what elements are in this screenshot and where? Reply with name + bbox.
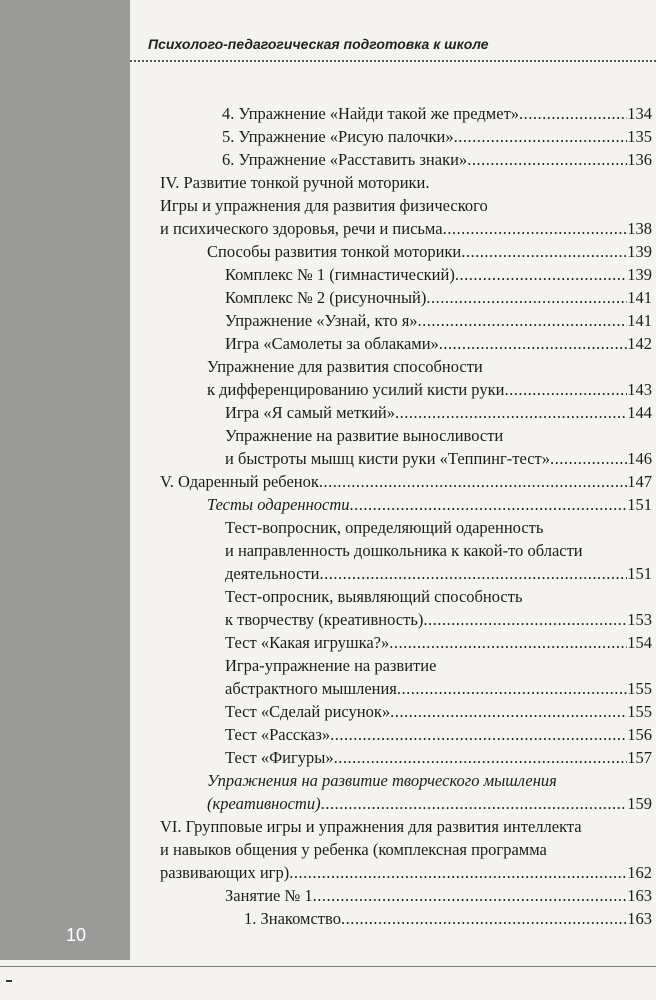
toc-entry-title: Упражнение «Узнай, кто я» bbox=[225, 311, 418, 330]
toc-entry-line: и навыков общения у ребенка (комплексная программа bbox=[160, 840, 547, 859]
toc-entry bbox=[222, 126, 652, 148]
toc-entry-page: 163 bbox=[627, 886, 652, 905]
toc-entry bbox=[225, 747, 652, 769]
toc-entry-title: Игра «Самолеты за облаками» bbox=[225, 334, 439, 353]
toc-entry-title: Комплекс № 2 (рисуночный) bbox=[225, 288, 427, 307]
toc-entry-page: 141 bbox=[627, 311, 652, 330]
toc-leader bbox=[341, 908, 627, 930]
bottom-rule bbox=[0, 966, 656, 967]
toc-entry-title: Тест «Фигуры» bbox=[225, 748, 334, 767]
toc-entry bbox=[225, 701, 652, 723]
toc-entry-page: 159 bbox=[627, 794, 652, 813]
toc-entry bbox=[207, 241, 652, 263]
toc-leader bbox=[395, 402, 627, 424]
toc-entry bbox=[225, 402, 652, 424]
toc-leader bbox=[443, 218, 628, 240]
toc-entry-page: 151 bbox=[627, 564, 652, 583]
toc-entry bbox=[207, 793, 652, 815]
toc-entry bbox=[225, 563, 652, 585]
toc-entry-title: V. Одаренный ребенок bbox=[160, 472, 319, 491]
toc-entry bbox=[222, 149, 652, 171]
toc-entry bbox=[225, 609, 652, 631]
toc-entry-page: 136 bbox=[627, 150, 652, 169]
toc-leader bbox=[461, 241, 627, 263]
toc-leader bbox=[289, 862, 627, 884]
toc-leader bbox=[454, 126, 628, 148]
toc-entry-title: деятельности bbox=[225, 564, 320, 583]
toc-entry-page: 142 bbox=[627, 334, 652, 353]
toc-entry-page: 157 bbox=[627, 748, 652, 767]
toc-entry-title: к творчеству (креативность) bbox=[225, 610, 424, 629]
toc-entry-page: 156 bbox=[627, 725, 652, 744]
toc-entry bbox=[225, 724, 652, 746]
toc-entry-title: и быстроты мышц кисти руки «Теппинг-тест» bbox=[225, 449, 550, 468]
toc-entry-line: Игра-упражнение на развитие bbox=[225, 656, 437, 675]
crop-mark bbox=[6, 980, 12, 982]
toc-entry-page: 162 bbox=[627, 863, 652, 882]
toc-entry-line: Игры и упражнения для развития физического bbox=[160, 196, 488, 215]
toc-entry bbox=[225, 310, 652, 332]
toc-entry-title: 1. Знакомство bbox=[244, 909, 341, 928]
toc-entry-line: Тест-вопросник, определяющий одаренность bbox=[225, 518, 544, 537]
toc-entry-title: (креативности) bbox=[207, 794, 321, 813]
toc-entry-page: 134 bbox=[627, 104, 652, 123]
toc-entry-page: 153 bbox=[627, 610, 652, 629]
toc-entry-title: Игра «Я самый меткий» bbox=[225, 403, 395, 422]
toc-entry bbox=[244, 908, 652, 930]
toc-leader bbox=[390, 701, 627, 723]
toc-entry-page: 144 bbox=[627, 403, 652, 422]
toc-entry-title: 4. Упражнение «Найди такой же предмет» bbox=[222, 104, 520, 123]
page-number: 10 bbox=[66, 925, 87, 945]
toc-entry-title: Тест «Сделай рисунок» bbox=[225, 702, 391, 721]
toc-entry-title: Комплекс № 1 (гимнастический) bbox=[225, 265, 455, 284]
toc-entry bbox=[160, 471, 652, 493]
toc-entry-title: 5. Упражнение «Рисую палочки» bbox=[222, 127, 454, 146]
header-dotted-rule bbox=[130, 60, 656, 62]
toc-leader bbox=[455, 264, 627, 286]
toc-entry-line: и направленность дошкольника к какой-то области bbox=[225, 541, 583, 560]
toc-leader bbox=[330, 724, 627, 746]
toc-entry-title: Тест «Какая игрушка?» bbox=[225, 633, 390, 652]
toc-leader bbox=[319, 563, 627, 585]
toc-leader bbox=[321, 793, 628, 815]
toc-entry bbox=[225, 264, 652, 286]
toc-entry-title: Тест «Рассказ» bbox=[225, 725, 331, 744]
toc-entry-page: 139 bbox=[627, 242, 652, 261]
toc-entry-page: 143 bbox=[627, 380, 652, 399]
toc-entry bbox=[160, 218, 652, 240]
toc-entry-title: и психического здоровья, речи и письма bbox=[160, 219, 443, 238]
toc-entry-page: 139 bbox=[627, 265, 652, 284]
toc-section-heading: IV. Развитие тонкой ручной моторики. bbox=[160, 173, 430, 192]
toc-entry bbox=[225, 287, 652, 309]
toc-entry-page: 154 bbox=[627, 633, 652, 652]
toc-entry bbox=[160, 862, 652, 884]
toc-leader bbox=[426, 287, 627, 309]
toc-leader bbox=[519, 103, 627, 125]
toc-entry-line: Упражнение на развитие выносливости bbox=[225, 426, 504, 445]
toc-entry-line: Тест-опросник, выявляющий способность bbox=[225, 587, 523, 606]
toc-leader bbox=[418, 310, 628, 332]
toc-leader bbox=[439, 333, 627, 355]
toc-leader bbox=[550, 448, 627, 470]
toc-entry-page: 151 bbox=[627, 495, 652, 514]
toc-entry-page: 135 bbox=[627, 127, 652, 146]
toc-leader bbox=[389, 632, 627, 654]
toc-leader bbox=[504, 379, 627, 401]
toc-entry bbox=[222, 103, 652, 125]
toc-leader bbox=[319, 471, 627, 493]
toc-entry bbox=[225, 448, 652, 470]
toc-entry-title: Занятие № 1 bbox=[225, 886, 313, 905]
toc-entry-page: 141 bbox=[627, 288, 652, 307]
toc-entry-page: 155 bbox=[627, 702, 652, 721]
left-margin-band bbox=[0, 0, 130, 960]
toc-leader bbox=[467, 149, 627, 171]
toc-entry-title: 6. Упражнение «Расставить знаки» bbox=[222, 150, 468, 169]
toc-leader bbox=[350, 494, 628, 516]
toc-section-heading: VI. Групповые игры и упражнения для развития интеллекта bbox=[160, 817, 582, 836]
toc-entry-title: к дифференцированию усилий кисти руки bbox=[207, 380, 505, 399]
toc-entry-page: 147 bbox=[627, 472, 652, 491]
toc-entry-line: Упражнение для развития способности bbox=[207, 357, 483, 376]
toc-leader bbox=[313, 885, 628, 907]
toc-entry-title: абстрактного мышления bbox=[225, 679, 397, 698]
toc-entry-page: 163 bbox=[627, 909, 652, 928]
toc-entry-line: Упражнения на развитие творческого мышления bbox=[207, 771, 557, 790]
toc-entry-page: 146 bbox=[627, 449, 652, 468]
toc-leader bbox=[423, 609, 627, 631]
toc-entry bbox=[225, 632, 652, 654]
toc-entry bbox=[207, 379, 652, 401]
toc-entry-title: Тесты одаренности bbox=[207, 495, 350, 514]
toc-leader bbox=[334, 747, 628, 769]
toc-entry bbox=[225, 333, 652, 355]
toc-entry bbox=[225, 678, 652, 700]
running-header: Психолого-педагогическая подготовка к школе bbox=[148, 36, 489, 52]
toc-entry-page: 155 bbox=[627, 679, 652, 698]
toc-entry-title: развивающих игр) bbox=[160, 863, 290, 882]
toc-entry bbox=[225, 885, 652, 907]
toc-entry-page: 138 bbox=[627, 219, 652, 238]
toc-entry bbox=[207, 494, 652, 516]
toc-leader bbox=[397, 678, 627, 700]
toc-entry-title: Способы развития тонкой моторики bbox=[207, 242, 462, 261]
